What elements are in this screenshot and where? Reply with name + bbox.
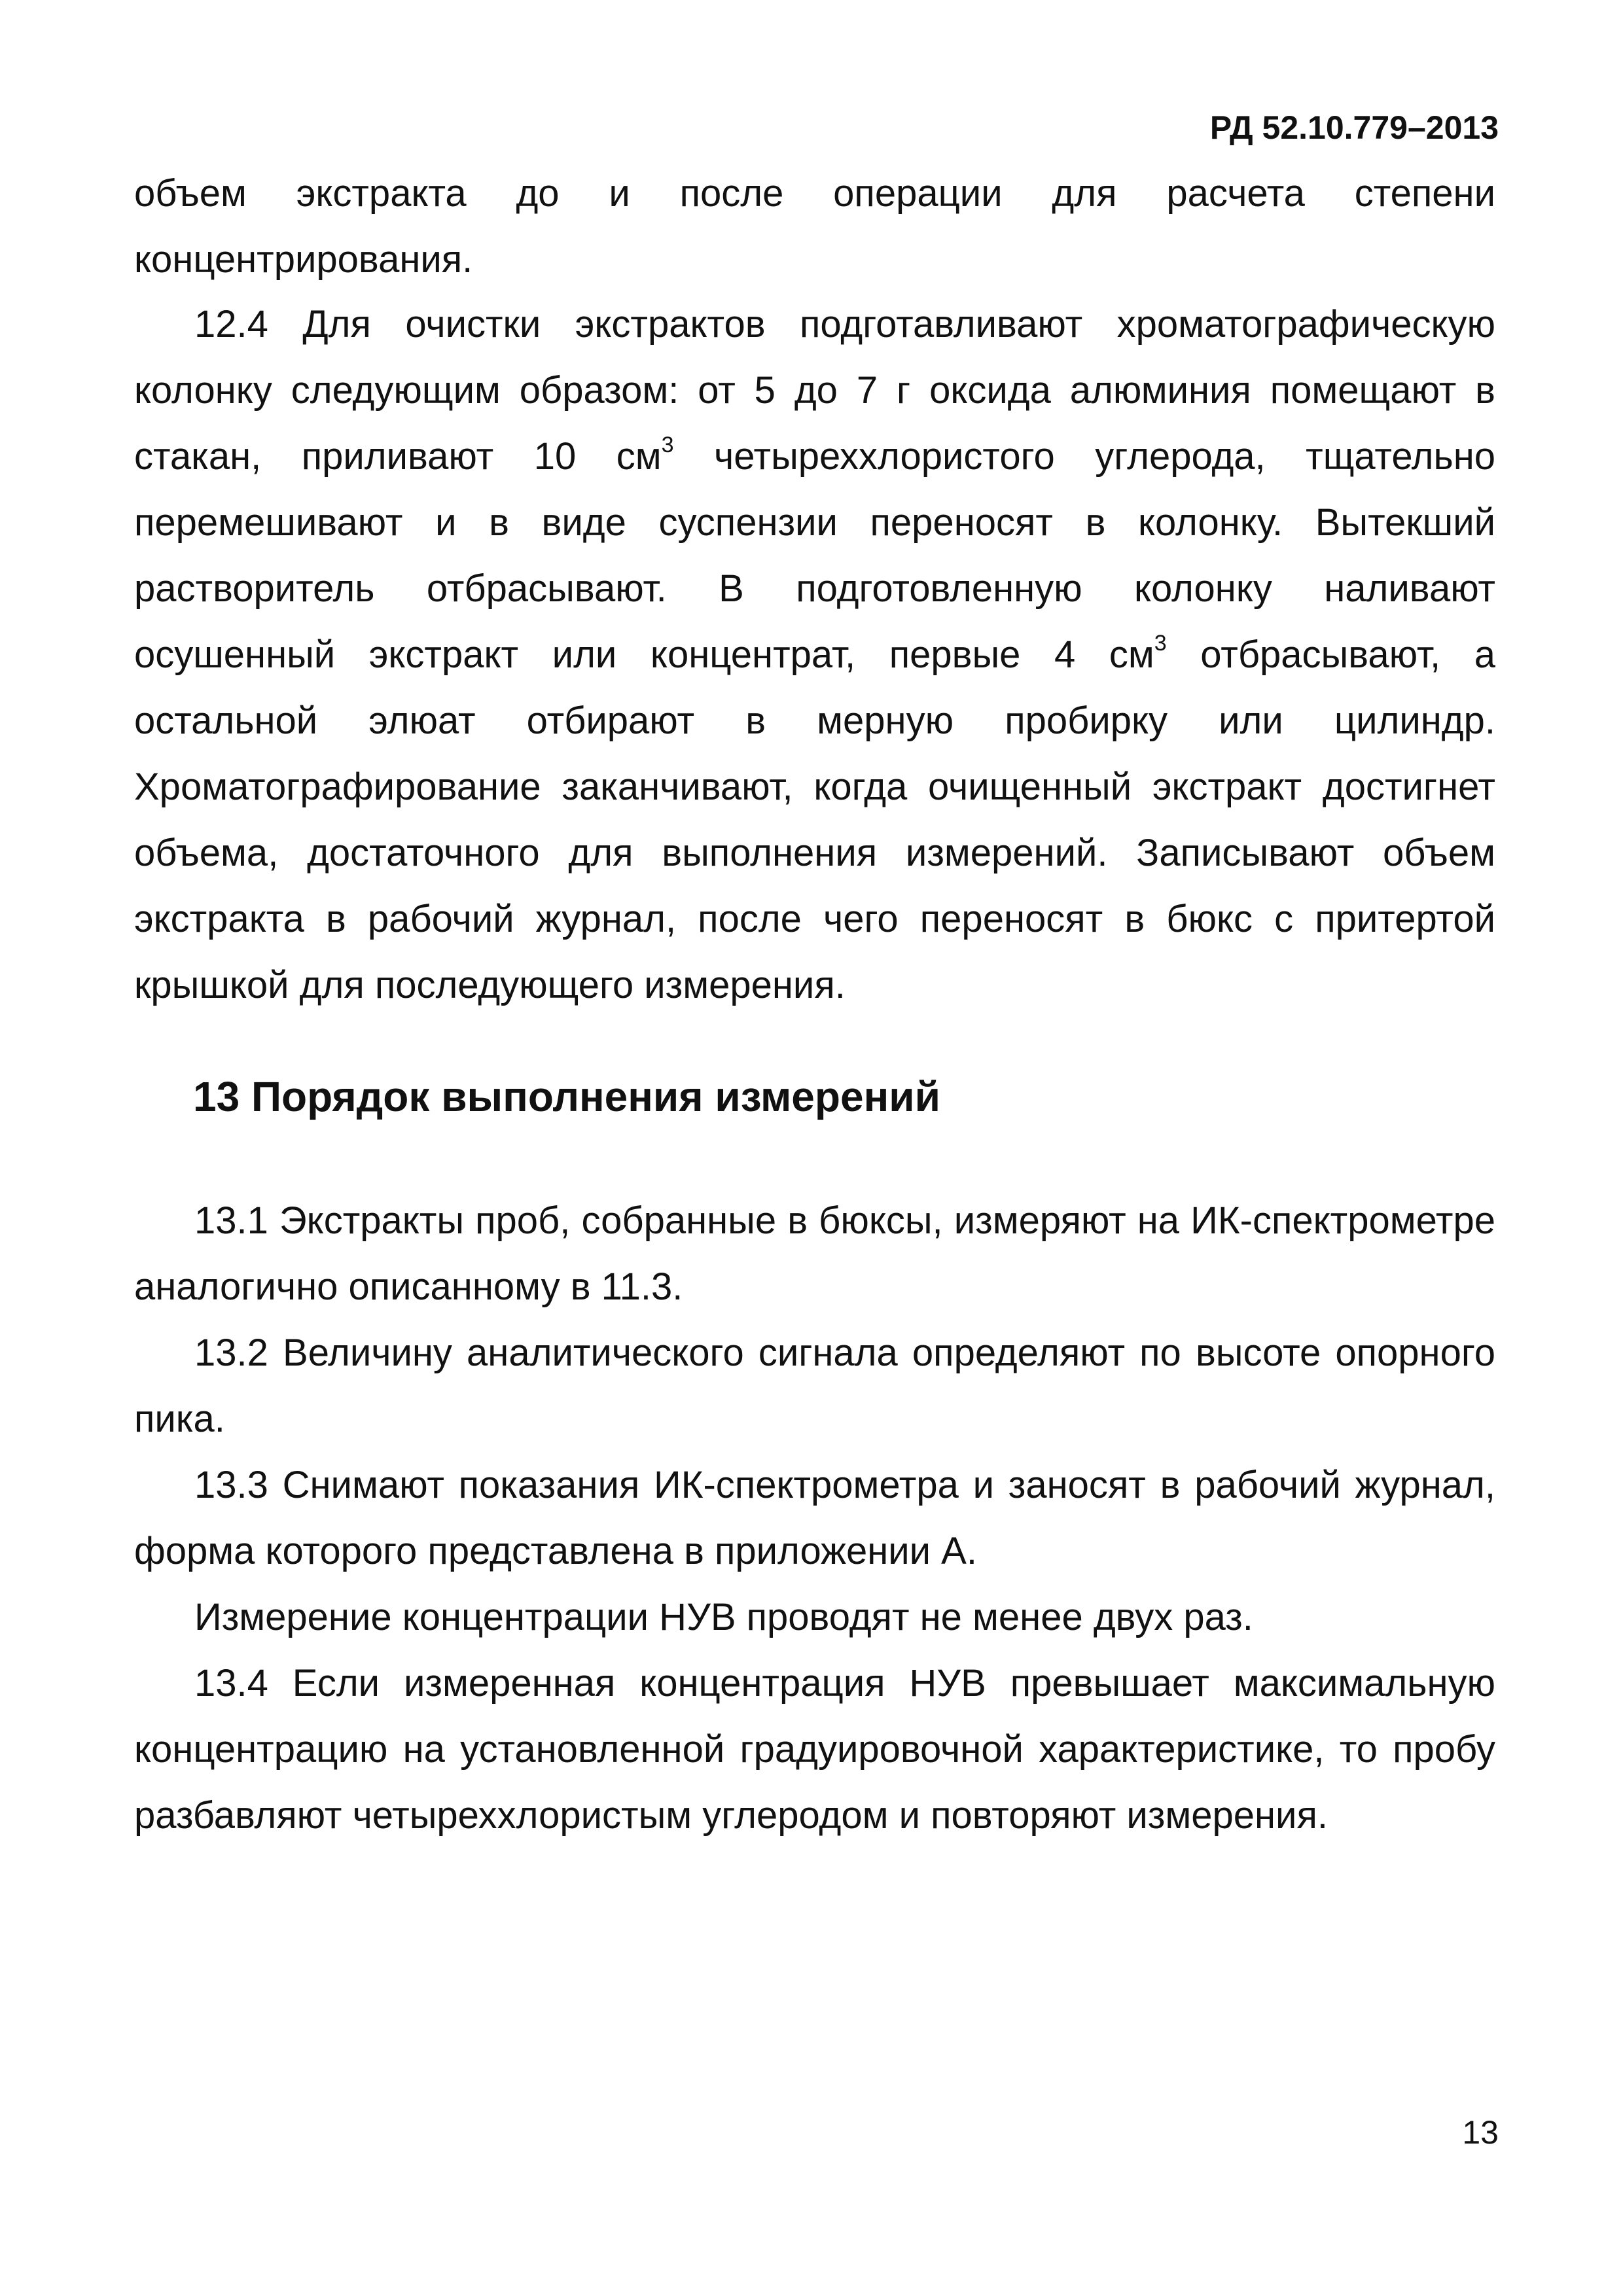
paragraph-13-3: 13.3 Снимают показания ИК-спектрометра и заносят в рабочий журнал, форма которого представлена в приложении А. (134, 1464, 1495, 1572)
paragraph-13-3-note: Измерение концентрации НУВ проводят не менее двух раз. (194, 1596, 1253, 1638)
paragraph-12-4-part3: отбрасывают, а остальной элюат отбирают в мерную пробирку или цилиндр. Хроматографирование заканчивают, когда очищенный экстракт достигнет объема, достаточного для выполнения измерений. Записывают объем экстракта в рабочий журнал, после чего переносят в бюкс с притертой крышкой для последующего измерения. (134, 633, 1495, 1006)
paragraph-12-4-block (134, 291, 1495, 1018)
superscript-cube-2: 3 (1154, 631, 1167, 656)
previous-paragraph-block (134, 160, 1495, 292)
section-heading: 13 Порядок выполнения измерений (193, 1073, 940, 1120)
paragraph-13-1: 13.1 Экстракты проб, собранные в бюксы, измеряют на ИК-спектрометре аналогично описанному в 11.3. (134, 1199, 1495, 1308)
paragraph-continuation: объем экстракта до и после операции для расчета степени концентрирования. (134, 172, 1495, 281)
superscript-cube-1: 3 (661, 433, 674, 457)
paragraph-13-2: 13.2 Величину аналитического сигнала определяют по высоте опорного пика. (134, 1332, 1495, 1440)
section-13-body (134, 1188, 1495, 1848)
paragraph-13-4: 13.4 Если измеренная концентрация НУВ превышает максимальную концентрацию на установленной градуировочной характеристике, то пробу разбавляют четыреххлористым углеродом и повторяют измерения. (134, 1662, 1495, 1837)
paragraph-12-4-part1: 12.4 Для очистки экстрактов подготавливают хроматографическую колонку следующим образом: от 5 до 7 г оксида алюминия помещают в стакан, приливают 10 см (134, 303, 1495, 478)
page-number: 13 (1462, 2114, 1499, 2151)
paragraph-12-4 (134, 291, 1495, 1018)
document-code: РД 52.10.779–2013 (1209, 109, 1499, 146)
paragraph-12-4-part2: четыреххлористого углерода, тщательно перемешивают и в виде суспензии переносят в колонку. Вытекший растворитель отбрасывают. В подготовленную колонку наливают осушенный экстракт или концентрат, первые 4 см (134, 435, 1495, 676)
